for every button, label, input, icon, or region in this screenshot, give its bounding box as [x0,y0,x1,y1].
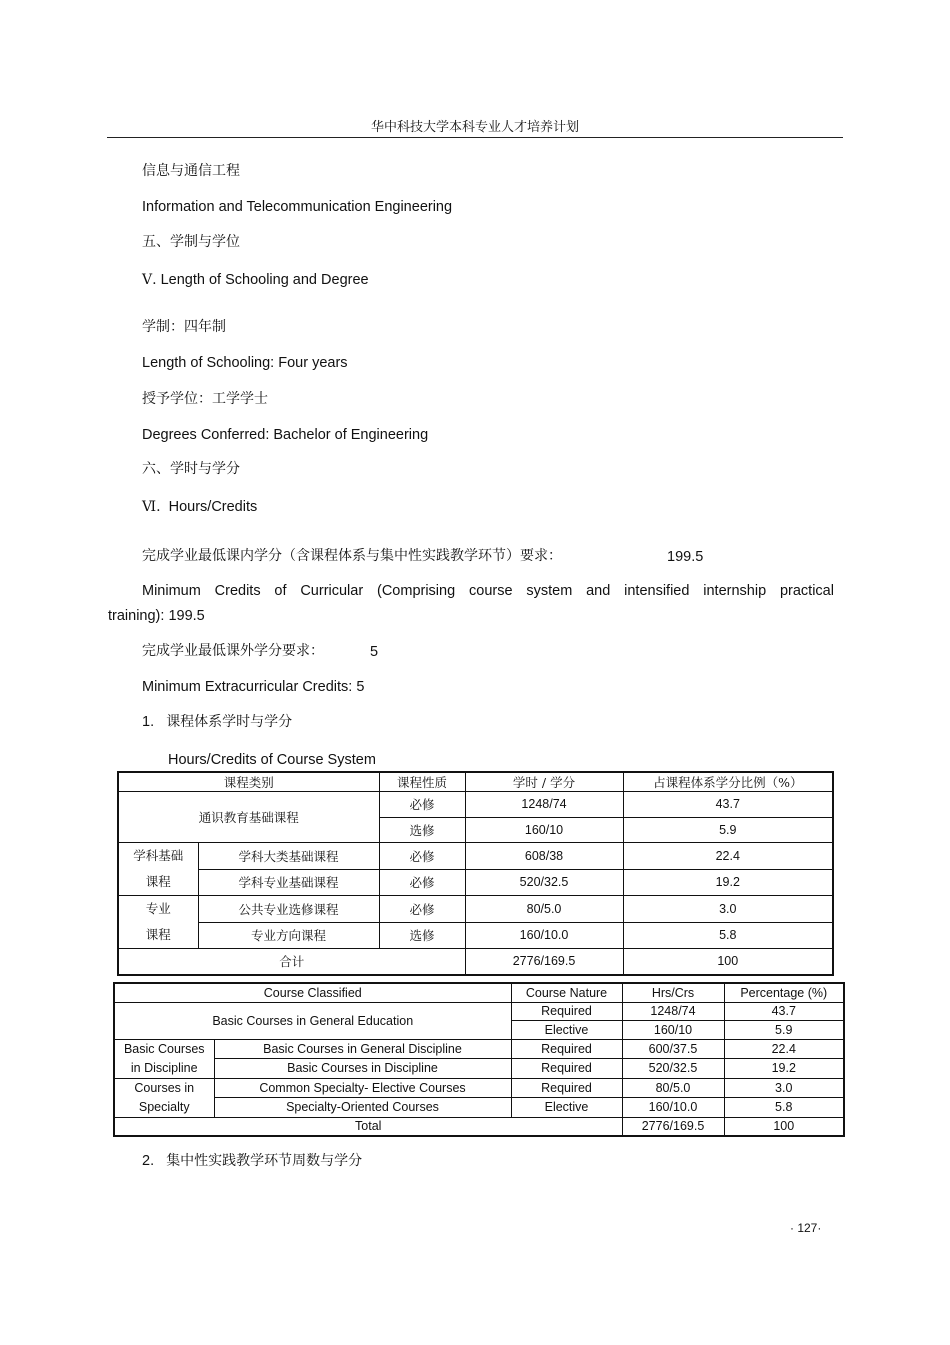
extra-credits-cn: 完成学业最低课外学分要求： [142,643,324,659]
subcategory-cell: Common Specialty- Elective Courses [214,1078,511,1098]
nature-cell: Elective [511,1098,622,1118]
table-row [118,896,833,923]
nature-cell: Required [511,1059,622,1079]
min-credits-word: internship [703,583,767,599]
section-5-number: Ⅴ. [142,272,157,288]
nature-cell: 必修 [379,843,465,870]
page-header-title: 华中科技大学本科专业人才培养计划 [370,120,579,135]
major-name-en: Information and Telecommunication Engineering [142,199,453,215]
extra-credits-value: 5 [370,644,379,660]
category-group-cell [114,1078,214,1117]
table-row [114,1078,844,1098]
extra-credits-en: Minimum Extracurricular Credits: 5 [142,679,365,695]
category-group-line: 课程 [145,874,171,889]
total-label-cell: Total [114,1117,622,1136]
category-group-line: in Discipline [130,1060,198,1075]
item-1-title-cn: 课程体系学时与学分 [166,714,293,730]
subcategory-cell: Basic Courses in Discipline [214,1059,511,1079]
min-credits-word: of [274,583,287,599]
hours-credits-cell: 520/32.5 [465,869,623,896]
page-number: · 127· [790,1221,822,1235]
table-row [118,792,833,818]
category-group-line: 学科基础 [133,848,184,863]
min-credits-word: and [586,583,611,599]
min-credits-word: (Comprising [377,583,456,599]
table-row [114,1002,844,1021]
table-row [114,1059,844,1079]
hours-credits-cell: 600/37.5 [622,1039,724,1059]
subcategory-cell: 学科专业基础课程 [198,869,379,896]
min-credits-word: Curricular [300,583,364,599]
min-credits-word: course [469,583,513,599]
min-credits-word: system [526,583,573,599]
section-6-heading-en [142,498,257,516]
category-group-line: Basic Courses [123,1041,205,1056]
table-header-row [114,983,844,1002]
percentage-cell: 43.7 [724,1002,844,1021]
degree-cn: 授予学位：工学学士 [142,391,268,407]
item-1-title-en: Hours/Credits of Course System [168,752,376,768]
subcategory-cell: 学科大类基础课程 [198,843,379,870]
table-header-row [118,772,833,792]
subcategory-cell: 专业方向课程 [198,922,379,949]
total-hours-credits-cell: 2776/169.5 [465,949,623,975]
hours-credits-cell: 80/5.0 [622,1078,724,1098]
percentage-cell: 5.9 [623,817,833,843]
table-header-cell: 学时 / 学分 [465,772,623,792]
hours-credits-cell: 1248/74 [465,792,623,818]
nature-cell: Required [511,1039,622,1059]
hours-credits-cell: 160/10.0 [465,922,623,949]
percentage-cell: 5.8 [623,922,833,949]
degree-en: Degrees Conferred: Bachelor of Engineering [142,427,429,443]
nature-cell: 选修 [379,922,465,949]
hours-credits-cell: 520/32.5 [622,1059,724,1079]
percentage-cell: 3.0 [623,896,833,923]
schooling-en: Length of Schooling: Four years [142,355,348,371]
min-credits-value: 199.5 [667,549,704,565]
table-header-cell: Percentage (%) [724,983,844,1002]
nature-cell: 必修 [379,792,465,818]
percentage-cell: 43.7 [623,792,833,818]
subcategory-cell: Specialty-Oriented Courses [214,1098,511,1118]
nature-cell: Elective [511,1021,622,1040]
hours-credits-cell: 608/38 [465,843,623,870]
course-system-table-en [113,982,845,1137]
min-credits-word: intensified [624,583,690,599]
percentage-cell: 3.0 [724,1078,844,1098]
table-header-cell: Hrs/Crs [622,983,724,1002]
nature-cell: Required [511,1078,622,1098]
percentage-cell: 22.4 [623,843,833,870]
major-name-cn: 信息与通信工程 [142,163,240,179]
subcategory-cell: Basic Courses in General Discipline [214,1039,511,1059]
category-group-cell [118,843,198,896]
total-label-cell: 合计 [118,949,465,975]
header-rule [107,137,843,138]
category-cell: Basic Courses in General Education [114,1002,511,1039]
section-6-number: Ⅵ. [142,499,161,515]
category-group-cell [114,1039,214,1078]
nature-cell: Required [511,1002,622,1021]
nature-cell: 必修 [379,869,465,896]
hours-credits-cell: 1248/74 [622,1002,724,1021]
nature-cell: 必修 [379,896,465,923]
table-header-cell: Course Classified [114,983,511,1002]
total-hours-credits-cell: 2776/169.5 [622,1117,724,1136]
section-5-title-en: Length of Schooling and Degree [160,272,369,288]
hours-credits-cell: 160/10.0 [622,1098,724,1118]
table-total-row [114,1117,844,1136]
schooling-cn: 学制：四年制 [142,319,226,335]
min-credits-word: practical [779,583,834,599]
table-header-cell: 课程类别 [118,772,379,792]
total-percentage-cell: 100 [623,949,833,975]
hours-credits-cell: 160/10 [622,1021,724,1040]
section-6-title-en: Hours/Credits [168,499,258,515]
min-credits-cn: 完成学业最低课内学分（含课程体系与集中性实践教学环节）要求： [142,548,562,564]
percentage-cell: 5.8 [724,1098,844,1118]
min-credits-en-line2: training): 199.5 [108,608,205,624]
table-row [118,869,833,896]
table-header-cell: 占课程体系学分比例（%） [623,772,833,792]
table-total-row [118,949,833,975]
category-group-line: Specialty [138,1099,190,1114]
min-credits-en-line1 [142,582,834,600]
category-group-line: 专业 [145,901,171,916]
item-1-number: 1. [142,714,155,730]
item-1-heading [142,713,292,731]
item-2-title-cn: 集中性实践教学环节周数与学分 [166,1153,363,1169]
min-credits-word: Minimum [142,583,201,599]
percentage-cell: 19.2 [623,869,833,896]
table-row [114,1098,844,1118]
hours-credits-cell: 160/10 [465,817,623,843]
total-percentage-cell: 100 [724,1117,844,1136]
percentage-cell: 5.9 [724,1021,844,1040]
table-row [114,1039,844,1059]
subcategory-cell: 公共专业选修课程 [198,896,379,923]
percentage-cell: 19.2 [724,1059,844,1079]
category-group-line: Courses in [134,1080,195,1095]
nature-cell: 选修 [379,817,465,843]
table-row [118,843,833,870]
table-row [118,922,833,949]
section-5-heading-cn: 五、学制与学位 [142,234,240,250]
item-2-number: 2. [142,1153,155,1169]
min-credits-word: Credits [214,583,261,599]
section-5-heading-en [142,271,369,289]
category-group-cell [118,896,198,949]
category-cell: 通识教育基础课程 [118,792,379,843]
section-6-heading-cn: 六、学时与学分 [142,461,240,477]
table-header-cell: Course Nature [511,983,622,1002]
item-2-heading [142,1152,362,1170]
table-header-cell: 课程性质 [379,772,465,792]
percentage-cell: 22.4 [724,1039,844,1059]
category-group-line: 课程 [145,927,171,942]
hours-credits-cell: 80/5.0 [465,896,623,923]
course-system-table-cn [117,771,834,976]
